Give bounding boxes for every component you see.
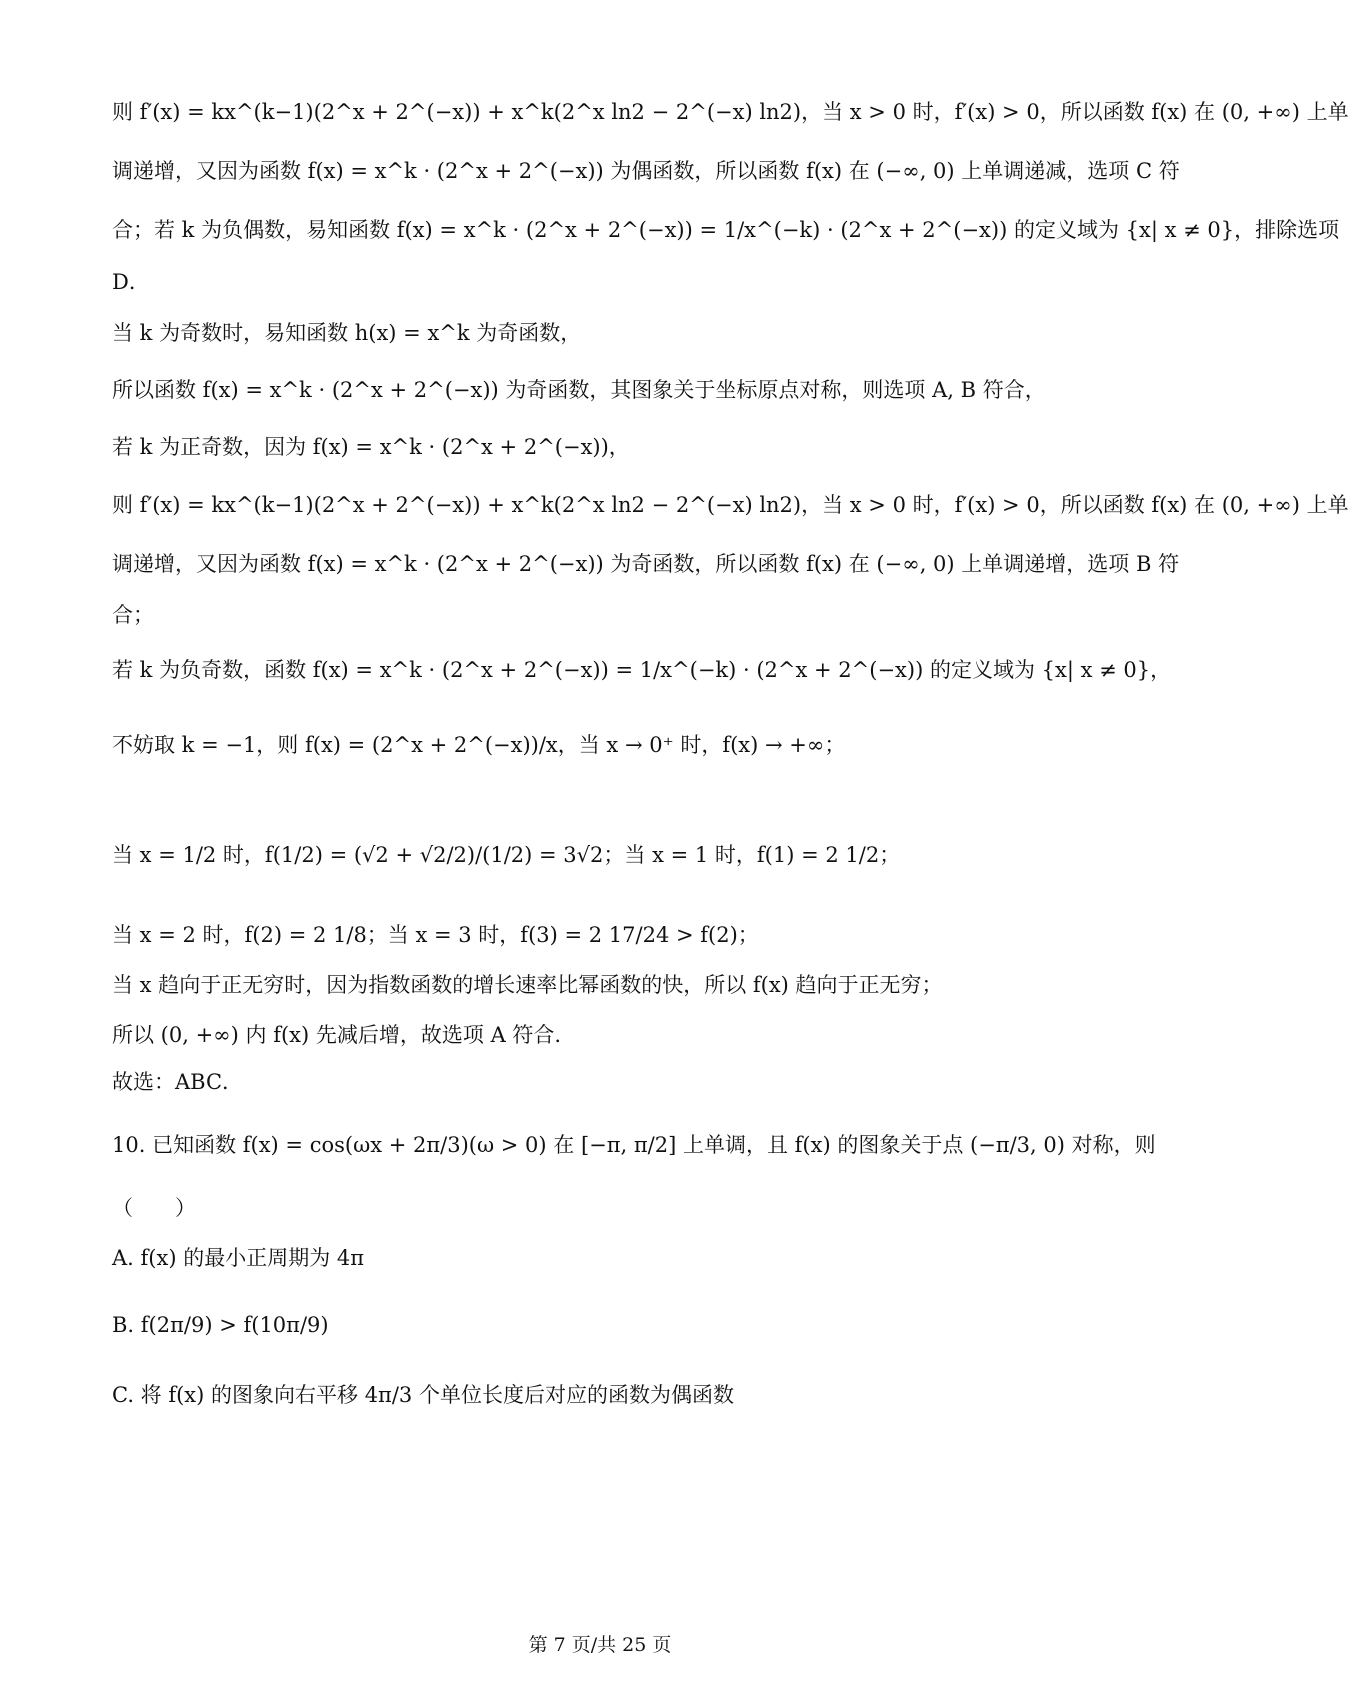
page-number: 第 7 页/共 25 页 (528, 1634, 672, 1656)
answer-brackets: （ ） (112, 1196, 196, 1220)
text-line: 当 x = 2 时，f(2) = 2 1/8；当 x = 3 时，f(3) = 2 17/24 > f(2)； (112, 923, 759, 947)
text-line: 调递增，又因为函数 f(x) = x^k · (2^x + 2^(−x)) 为奇函数，所以函数 f(x) 在 (−∞, 0) 上单调递增，选项 B 符 (112, 552, 1180, 576)
text-line: 则 f′(x) = kx^(k−1)(2^x + 2^(−x)) + x^k(2^x ln2 − 2^(−x) ln2)，当 x > 0 时，f′(x) > 0，所以函数 f(x) 在 (0, +∞) 上单 (112, 100, 1349, 124)
text-line: 不妨取 k = −1，则 f(x) = (2^x + 2^(−x))/x，当 x → 0⁺ 时，f(x) → +∞； (112, 733, 846, 757)
text-line: 所以函数 f(x) = x^k · (2^x + 2^(−x)) 为奇函数，其图象关于坐标原点对称，则选项 A, B 符合， (112, 378, 1046, 402)
option-c: C. 将 f(x) 的图象向右平移 4π/3 个单位长度后对应的函数为偶函数 (112, 1383, 734, 1407)
text-line: 故选：ABC． (112, 1070, 244, 1094)
text-line: 则 f′(x) = kx^(k−1)(2^x + 2^(−x)) + x^k(2^x ln2 − 2^(−x) ln2)，当 x > 0 时，f′(x) > 0，所以函数 f(x) 在 (0, +∞) 上单 (112, 493, 1349, 517)
text-line: 合； (112, 603, 154, 627)
question-stem: 10. 已知函数 f(x) = cos(ωx + 2π/3)(ω > 0) 在 [−π, π/2] 上单调，且 f(x) 的图象关于点 (−π/3, 0) 对称，则 (112, 1133, 1156, 1157)
text-line: 所以 (0, +∞) 内 f(x) 先减后增，故选项 A 符合. (112, 1023, 562, 1047)
option-b: B. f(2π/9) > f(10π/9) (112, 1313, 329, 1337)
text-line: 若 k 为负奇数，函数 f(x) = x^k · (2^x + 2^(−x)) = 1/x^(−k) · (2^x + 2^(−x)) 的定义域为 {x| x ≠ 0}， (112, 658, 1172, 682)
text-line: 合；若 k 为负偶数，易知函数 f(x) = x^k · (2^x + 2^(−x)) = 1/x^(−k) · (2^x + 2^(−x)) 的定义域为 {x| x ≠ 0}，排除选项 (112, 218, 1340, 242)
text-line: 当 k 为奇数时，易知函数 h(x) = x^k 为奇函数， (112, 321, 582, 345)
text-line: 调递增，又因为函数 f(x) = x^k · (2^x + 2^(−x)) 为偶函数，所以函数 f(x) 在 (−∞, 0) 上单调递减，选项 C 符 (112, 159, 1180, 183)
text-line: 若 k 为正奇数，因为 f(x) = x^k · (2^x + 2^(−x))， (112, 435, 630, 459)
text-line: D． (112, 270, 150, 294)
option-a: A. f(x) 的最小正周期为 4π (112, 1246, 365, 1270)
text-line: 当 x = 1/2 时，f(1/2) = (√2 + √2/2)/(1/2) = 3√2；当 x = 1 时，f(1) = 2 1/2； (112, 843, 901, 867)
text-line: 当 x 趋向于正无穷时，因为指数函数的增长速率比幂函数的快，所以 f(x) 趋向于正无穷； (112, 973, 943, 997)
